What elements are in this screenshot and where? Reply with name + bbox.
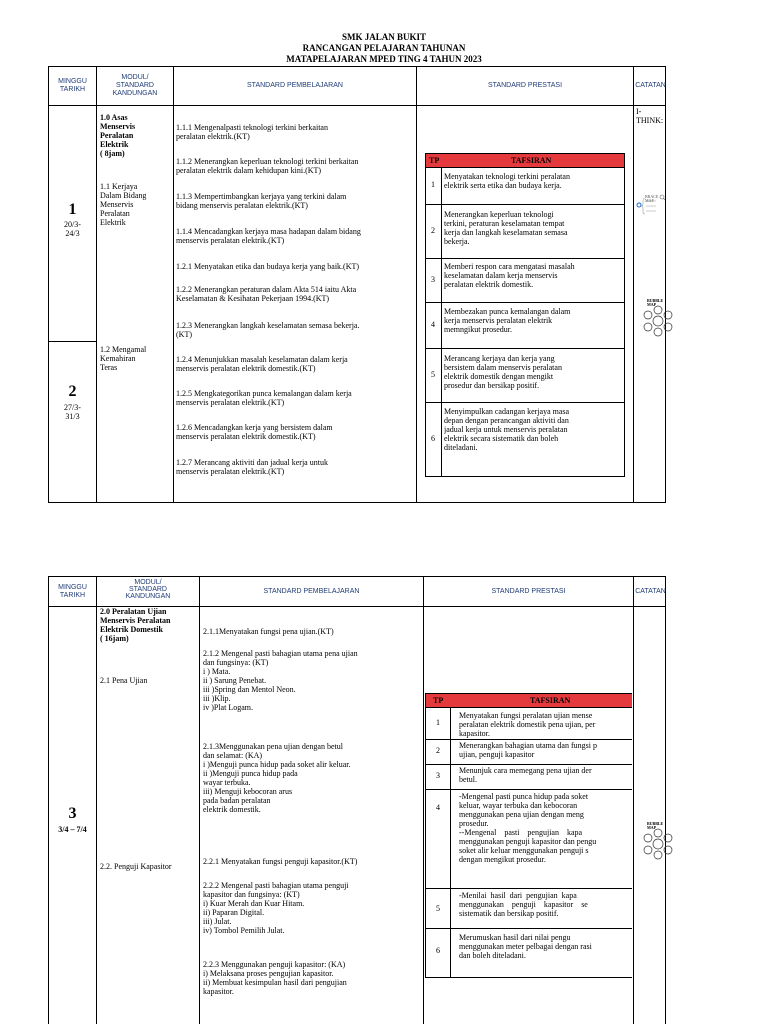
col-minggu-header: MINGGU TARIKH bbox=[58, 583, 87, 599]
learning-standard: 1.2.6 Mencadangkan kerja yang bersistem dalam menservis peralatan elektrik domestik.(KT) bbox=[176, 423, 333, 441]
tp-table-1 bbox=[425, 153, 625, 477]
tp-row: 3 Menunjuk cara memegang pena ujian der betul. bbox=[436, 766, 592, 784]
week-date: 27/3- 31/3 bbox=[64, 403, 81, 421]
learning-standard: 1.1.4 Mencadangkan kerjaya masa hadapan dalam bidang menservis peralatan elektrik.(KT) bbox=[176, 227, 361, 245]
week-number: 1 bbox=[68, 201, 77, 218]
learning-standard: 2.2.1 Menyatakan fungsi penguji kapasitor.(KT) bbox=[203, 857, 358, 866]
tp-row: 2 Menerangkan keperluan teknologi terkini, peraturan keselamatan tempat kerja dan langkah keselamatan semasa bekerja. bbox=[431, 210, 568, 246]
learning-standard: 2.1.1Menyatakan fungsi pena ujian.(KT) bbox=[203, 627, 334, 636]
modul-title: 1.0 Asas Menservis Peralatan Elektrik ( 8jam) bbox=[100, 113, 136, 158]
tp-row: 5 -Menilai hasil dari pengujian kapa menggunakan penguji kapasitor se sistematik dan bersikap positif. bbox=[436, 891, 588, 918]
tp-row: 1 Menyatakan teknologi terkini peralatan elektrik serta etika dan budaya kerja. bbox=[431, 172, 570, 190]
learning-standard: 1.2.4 Menunjukkan masalah keselamatan dalam kerja menservis peralatan elektrik domestik.(KT) bbox=[176, 355, 348, 373]
tp-row: 5 Merancang kerjaya dan kerja yang bersistem dalam menservis peralatan elektrik domestik dengan mengikt prosedur dan bersikap positif. bbox=[431, 354, 562, 390]
tafsiran-header: TAFSIRAN bbox=[530, 696, 571, 705]
school-name: SMK JALAN BUKIT bbox=[341, 32, 426, 42]
bubble-map-label: BUBBLE MAP bbox=[647, 298, 664, 307]
col-modul-header: MODUL/ STANDARD KANDUNGAN bbox=[112, 74, 158, 97]
catatan-ithink: I-THINK: bbox=[636, 107, 664, 125]
brace-map-label: BRACE MAP bbox=[645, 194, 659, 203]
tp-row: 4 Membezakan punca kemalangan dalam kerja menservis peralatan elektrik memngikut prosedur. bbox=[431, 307, 571, 334]
learning-standard: 2.2.3 Menggunakan penguji kapasitor: (KA) i) Melaksana proses pengujian kapasitor. ii) Membuat kesimpulan hasil dari pengujian kapasitor. bbox=[203, 960, 347, 996]
tp-row: 3 Memberi respon cara mengatasi masalah keselamatan dalam kerja menservis peralatan elektrik domestik. bbox=[431, 262, 575, 289]
subject-title: MATAPELAJARAN MPED TING 4 TAHUN 2023 bbox=[286, 54, 482, 64]
modul-topic: 2.2. Penguji Kapasitor bbox=[100, 862, 172, 871]
tp-header: TP bbox=[433, 696, 444, 705]
learning-standard: 2.2.2 Mengenal pasti bahagian utama penguji kapasitor dan fungsinya: (KT) i) Kuar Merah dan Kuar Hitam. ii) Paparan Digital. iii) Julat. iv) Tombol Pemilih Julat. bbox=[203, 881, 349, 935]
col-modul-header: MODUL/ STANDARD KANDUNGAN bbox=[125, 579, 171, 600]
col-standard-pembelajaran-header: STANDARD PEMBELAJARAN bbox=[263, 587, 360, 595]
col-standard-prestasi-header: STANDARD PRESTASI bbox=[487, 82, 563, 89]
tp-row: 2 Menerangkan bahagian utama dan fungsi p ujian, penguji kapasitor bbox=[436, 741, 597, 759]
tp-header: TP bbox=[429, 156, 440, 165]
col-catatan-header: CATATAN bbox=[635, 587, 666, 595]
learning-standard: 1.2.1 Menyatakan etika dan budaya kerja yang baik.(KT) bbox=[176, 262, 360, 271]
learning-standard: 2.1.2 Mengenal pasti bahagian utama pena ujian dan fungsinya: (KT) i ) Mata. ii ) Sarung Penebat. iii )Spring dan Mentol Neon. iii )Klip. iv )Plat Logam. bbox=[203, 649, 358, 712]
learning-standard: 1.2.3 Menerangkan langkah keselamatan semasa bekerja. (KT) bbox=[176, 321, 360, 339]
bubble-map-icon bbox=[642, 828, 674, 860]
tp-table-2-clip bbox=[425, 693, 632, 978]
tp-row: 1 Menyatakan fungsi peralatan ujian mense peralatan elektrik domestik pena ujian, per kapasitor. bbox=[436, 711, 596, 738]
tp-row: 6 Menyimpulkan cadangan kerjaya masa depan dengan perancangan aktiviti dan jadual kerja untuk menservis peralatan elektrik secara sistematik dan boleh diteladani. bbox=[431, 407, 570, 452]
learning-standard: 1.1.1 Mengenalpasti teknologi terkini berkaitan peralatan elektrik.(KT) bbox=[176, 123, 328, 141]
week-number: 3 bbox=[68, 805, 77, 822]
bubble-map-label: BUBBLE MAP bbox=[647, 821, 664, 830]
learning-standard: 1.1.3 Mempertimbangkan kerjaya yang terkini dalam bidang menservis peralatan elektrik.(KT) bbox=[176, 192, 347, 210]
tp-row: 4 -Mengenal pasti punca hidup pada soket keluar, wayar terbuka dan kebocoran menggunakan pena ujian dengan meng prosedur. --Mengenal pasti pengujian kapa menggunakan penguji kapasitor dan pengu soket alir keluar menggunakan penguji s dengan mengikut prosedur. bbox=[436, 792, 597, 864]
learning-standard: 2.1.3Menggunakan pena ujian dengan betul dan selamat: (KA) i )Menguji punca hidup pada soket alir keluar. ii )Menguji punca hidup pada wayar terbuka. iii) Menguji kebocoran arus pada badan peralatan elektrik domestik. bbox=[203, 742, 351, 814]
col-standard-prestasi-header: STANDARD PRESTASI bbox=[491, 587, 566, 595]
col-minggu-header: MINGGU TARIKH bbox=[58, 78, 87, 93]
week-date: 20/3- 24/3 bbox=[64, 220, 81, 238]
tp-table-2 bbox=[425, 693, 632, 978]
learning-standard: 1.2.7 Merancang aktiviti dan jadual kerja untuk menservis peralatan elektrik.(KT) bbox=[176, 458, 328, 476]
learning-standard: 1.2.2 Menerangkan peraturan dalam Akta 514 iaitu Akta Keselamatan & Kesihatan Pekerjaan 1994.(KT) bbox=[176, 285, 357, 303]
learning-standard: 1.2.5 Mengkategorikan punca kemalangan dalam kerja menservis peralatan elektrik.(KT) bbox=[176, 389, 352, 407]
tp-row: 6 Merumuskan hasil dari nilai pengu menggunakan meter pelbagai dengan rasi dan boleh diteladani. bbox=[436, 933, 592, 960]
col-standard-pembelajaran-header: STANDARD PEMBELAJARAN bbox=[247, 82, 343, 89]
col-catatan-header: CATATAN bbox=[635, 82, 666, 89]
week-number: 2 bbox=[68, 383, 77, 400]
modul-topic: 1.2 Mengamal Kemahiran Teras bbox=[100, 345, 147, 372]
modul-title: 2.0 Peralatan Ujian Menservis Peralatan Elektrik Domestik ( 16jam) bbox=[100, 607, 171, 643]
plan-title: RANCANGAN PELAJARAN TAHUNAN bbox=[302, 43, 466, 53]
week-date: 3/4 – 7/4 bbox=[58, 825, 87, 834]
tafsiran-header: TAFSIRAN bbox=[511, 156, 552, 165]
learning-standard: 1.1.2 Menerangkan keperluan teknologi terkini berkaitan peralatan elektrik dalam kehidupan kini.(KT) bbox=[176, 157, 359, 175]
bubble-map-icon bbox=[642, 305, 674, 337]
modul-topic: 1.1 Kerjaya Dalam Bidang Menservis Peralatan Elektrik bbox=[100, 182, 147, 227]
modul-topic: 2.1 Pena Ujian bbox=[100, 676, 148, 685]
